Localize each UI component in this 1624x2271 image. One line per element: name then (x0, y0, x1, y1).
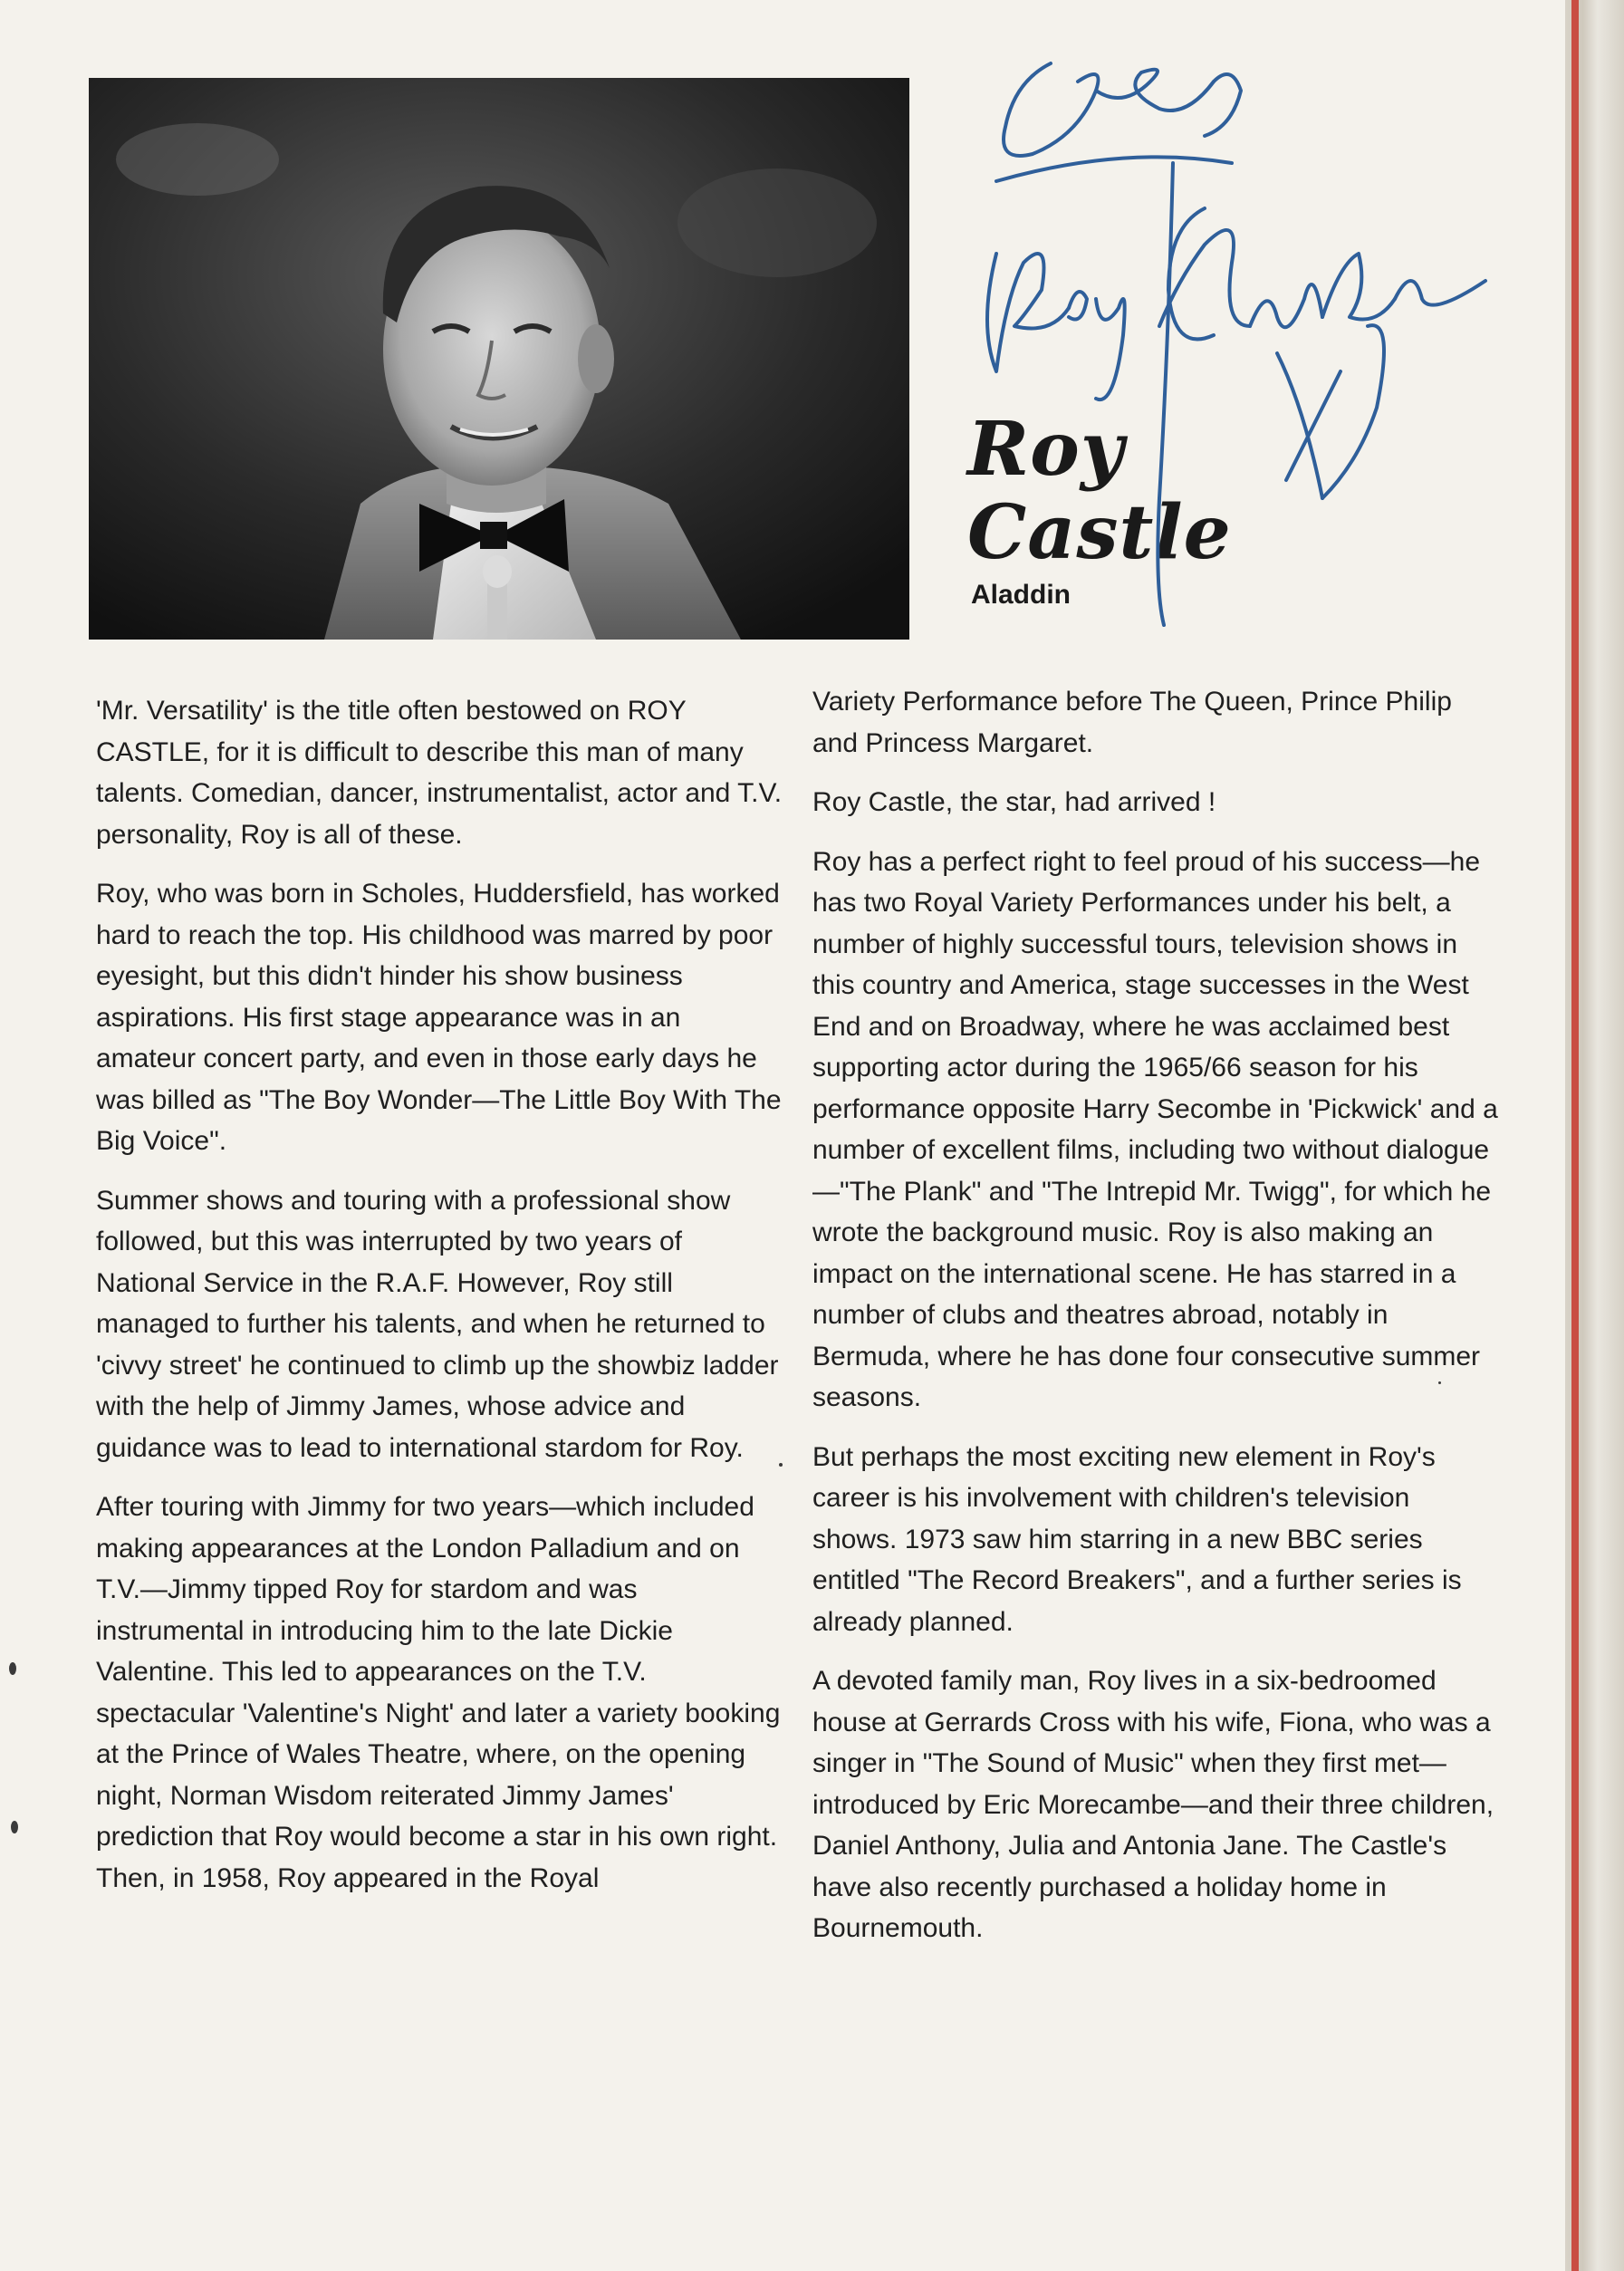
article-paragraph: A devoted family man, Roy lives in a six-bedroomed house at Gerrards Cross with his wife, Fiona, who was a singer in "The Sound of Music" when they first met—introduced by Eric Morecambe—and their three children, Daniel Anthony, Julia and Antonia Jane. The Castle's have also recently purchased a holiday home in Bournemouth. (812, 1666, 1494, 1943)
article-paragraph: Summer shows and touring with a professional show followed, but this was interrupted by two years of National Service in the R.A.F. However, Roy still managed to further his talents, and when he returned to 'civvy street' he continued to climb up the showbiz ladder with the help of Jimmy James, whose advice and guidance was to lead to international stardom for Roy. (96, 1185, 779, 1463)
performer-role: Aladdin (971, 580, 1071, 610)
article-paragraph: 'Mr. Versatility' is the title often bestowed on ROY CASTLE, for it is difficult to describe this man of many talents. Comedian, dancer, instrumentalist, actor and T.V. personality, Roy is all of these. (96, 696, 783, 850)
article-paragraph: After touring with Jimmy for two years—which included making appearances at the London Palladium and on T.V.—Jimmy tipped Roy for stardom and was instrumental in introducing him to the late Dickie Valentine. This led to appearances on the T.V. spectacular 'Valentine's Night' and later a variety booking at the Prince of Wales Theatre, where, on the opening night, Norman Wisdom reiterated Jimmy James' prediction that Roy would become a star in his own right. Then, in 1958, Roy appeared in the Royal (96, 1492, 781, 1893)
article-paragraph: Roy, who was born in Scholes, Huddersfield, has worked hard to reach the top. His childhood was marred by poor eyesight, but this didn't hinder his show business aspirations. His first stage appearance was in an amateur concert party, and even in those early days he was billed as "The Boy Wonder—The Little Boy With The Big Voice". (96, 879, 782, 1156)
portrait-illustration (89, 78, 909, 640)
paper-speck (1438, 1381, 1441, 1384)
performer-first-name: Roy (967, 406, 1125, 493)
staple-mark (11, 1821, 18, 1833)
article-paragraph: But perhaps the most exciting new element in Roy's career is his involvement with children's television shows. 1973 saw him starring in a new BBC series entitled "The Record Breakers", and a further series is already planned. (812, 1441, 1462, 1637)
cover-red-stripe (1571, 0, 1579, 2271)
article-paragraph: Variety Performance before The Queen, Prince Philip and Princess Margaret. (812, 687, 1452, 758)
article-paragraph: Roy has a perfect right to feel proud of his success—he has two Royal Variety Performances under his belt, a number of highly successful tours, television shows in this country and America, stage successes in the West End and on Broadway, where he was acclaimed best supporting actor during the 1965/66 season for his performance opposite Harry Secombe in 'Pickwick' and a number of excellent films, including two without dialogue—"The Plank" and "The Intrepid Mr. Twigg", for which he wrote the background music. Roy is also making an impact on the international scene. He has starred in a number of clubs and theatres abroad, notably in Bermuda, where he has done four consecutive summer seasons. (812, 846, 1498, 1412)
portrait-photo (89, 78, 909, 640)
article-column-left (96, 690, 784, 1917)
article-column-right (812, 681, 1501, 1968)
article-paragraph: Roy Castle, the star, had arrived ! (812, 787, 1216, 817)
performer-last-name: Castle (967, 489, 1232, 576)
staple-mark (9, 1662, 16, 1675)
performer-heading (967, 408, 1232, 611)
paper-speck (779, 1463, 783, 1467)
